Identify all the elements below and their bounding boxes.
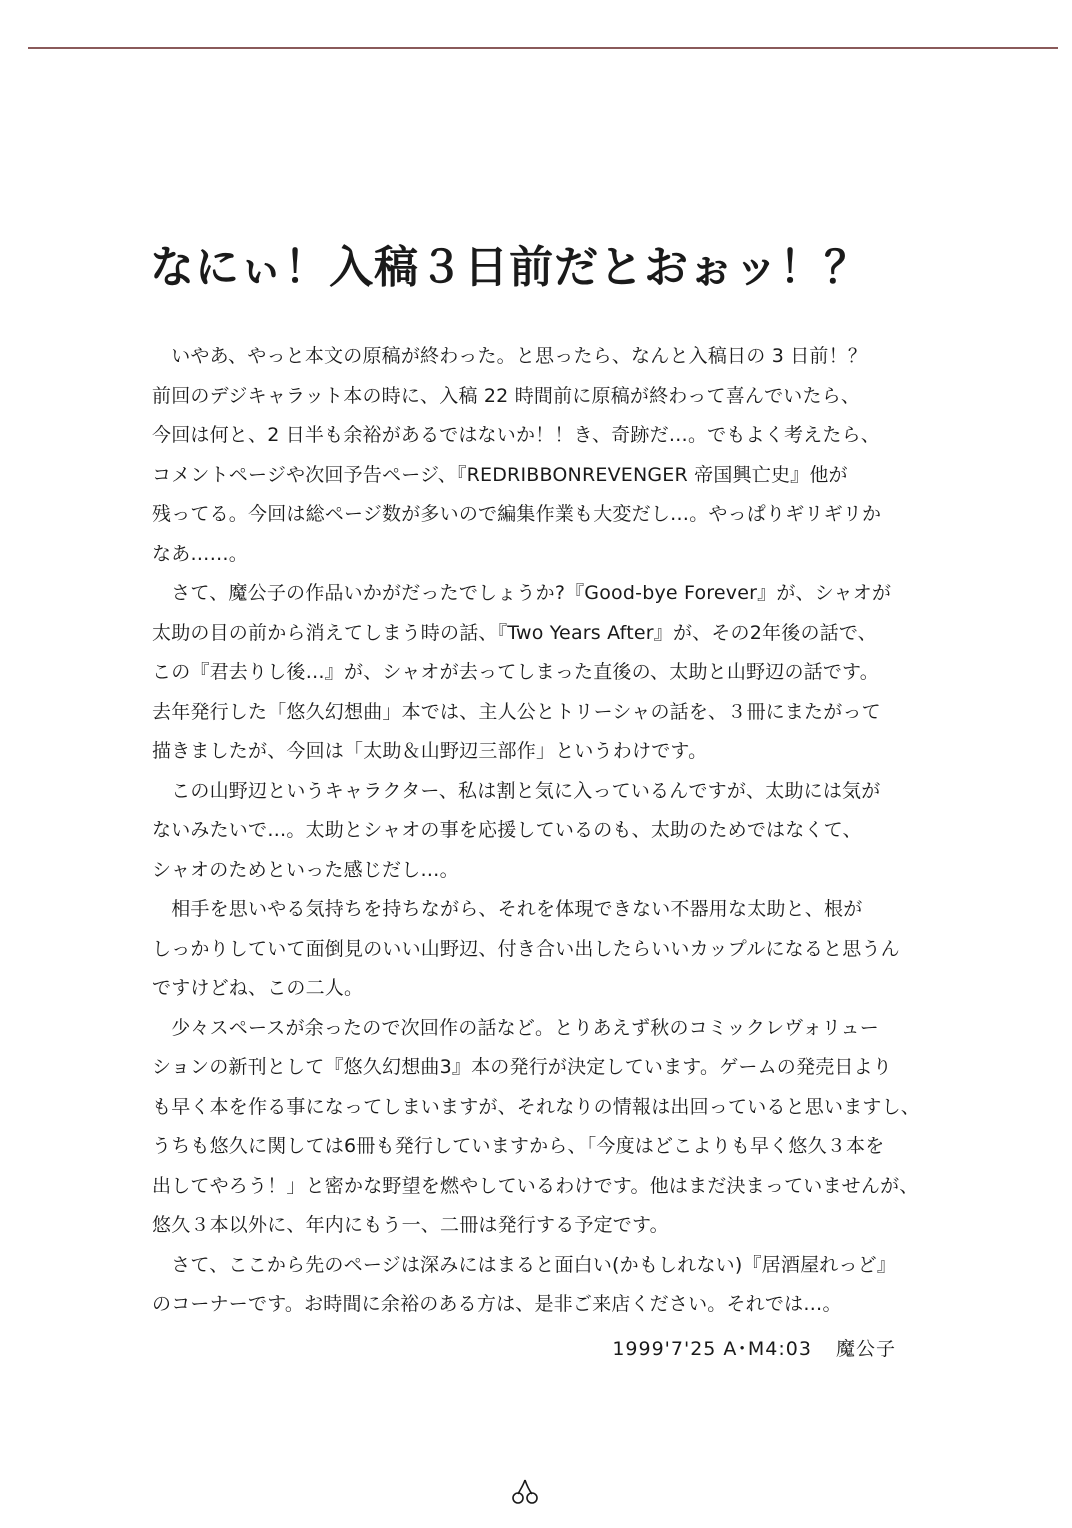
body-line: ないみたいで…。太助とシャオの事を応援しているのも、太助のためではなくて、 <box>152 819 862 841</box>
signature-author: 魔公子 <box>835 1338 896 1360</box>
body-line: うちも悠久に関しては6冊も発行していますから、「今度はどこよりも早く悠久３本を <box>152 1135 885 1157</box>
body-line: しっかりしていて面倒見のいい山野辺、付き合い出したらいいカップルになると思うん <box>152 937 900 960</box>
body-line: ですけどね、この二人。 <box>152 977 364 999</box>
body-line: この山野辺というキャラクター、私は割と気に入っているんですが、太助には気が <box>152 779 881 802</box>
body-line: さて、ここから先のページは深みにはまると面白い(かもしれない)『居酒屋れっど』 <box>152 1253 897 1276</box>
body-line: 少々スペースが余ったので次回作の話など。とりあえず秋のコミックレヴォリュー <box>152 1016 879 1039</box>
header-rule <box>28 47 1058 49</box>
body-line: 描きましたが、今回は「太助＆山野辺三部作」というわけです。 <box>152 740 708 762</box>
cherries-icon <box>510 1476 540 1506</box>
article-body <box>152 337 952 1325</box>
body-line: この『君去りし後…』が、シャオが去ってしまった直後の、太助と山野辺の話です。 <box>152 661 879 683</box>
body-line: コメントページや次回予告ページ、『REDRIBBONREVENGER 帝国興亡史』他が <box>152 463 848 486</box>
page-title: なにぃ！入稿３日前だとおぉッ！？ <box>150 242 870 293</box>
body-line: 相手を思いやる気持ちを持ちながら、それを体現できない不器用な太助と、根が <box>152 898 863 920</box>
body-line: さて、魔公子の作品いかがだったでしょうか?『Good-bye Forever』が、シャオが <box>152 582 892 604</box>
signature <box>612 1334 896 1364</box>
body-line: ションの新刊として『悠久幻想曲3』本の発行が決定しています。ゲームの発売日より <box>152 1056 892 1078</box>
body-line: なあ……。 <box>152 542 249 565</box>
body-line: のコーナーです。お時間に余裕のある方は、是非ご来店ください。それでは…。 <box>152 1293 842 1315</box>
body-line: 前回のデジキャラット本の時に、入稿 22 時間前に原稿が終わって喜んでいたら、 <box>152 384 861 407</box>
signature-datetime: 1999'7'25 A･M4:03 <box>612 1338 812 1360</box>
body-line: 悠久３本以外に、年内にもう一、二冊は発行する予定です。 <box>152 1214 669 1236</box>
body-line: いやあ、やっと本文の原稿が終わった。と思ったら、なんと入稿日の 3 日前！？ <box>152 345 868 367</box>
body-line: も早く本を作る事になってしまいますが、それなりの情報は出回っていると思いますし、 <box>152 1095 921 1118</box>
body-line: 太助の目の前から消えてしまう時の話、『Two Years After』が、その2年後の話で、 <box>152 621 877 644</box>
body-line: 出してやろう！」と密かな野望を燃やしているわけです。他はまだ決まっていませんが、 <box>152 1174 919 1197</box>
body-line: 今回は何と、2 日半も余裕があるではないか！！き、奇跡だ…。でもよく考えたら、 <box>152 424 880 446</box>
body-line: 残ってる。今回は総ページ数が多いので編集作業も大変だし…。やっぱりギリギリか <box>152 503 882 525</box>
body-line: 去年発行した「悠久幻想曲」本では、主人公とトリーシャの話を、３冊にまたがって <box>152 700 881 723</box>
body-line: シャオのためといった感じだし…。 <box>152 858 459 881</box>
